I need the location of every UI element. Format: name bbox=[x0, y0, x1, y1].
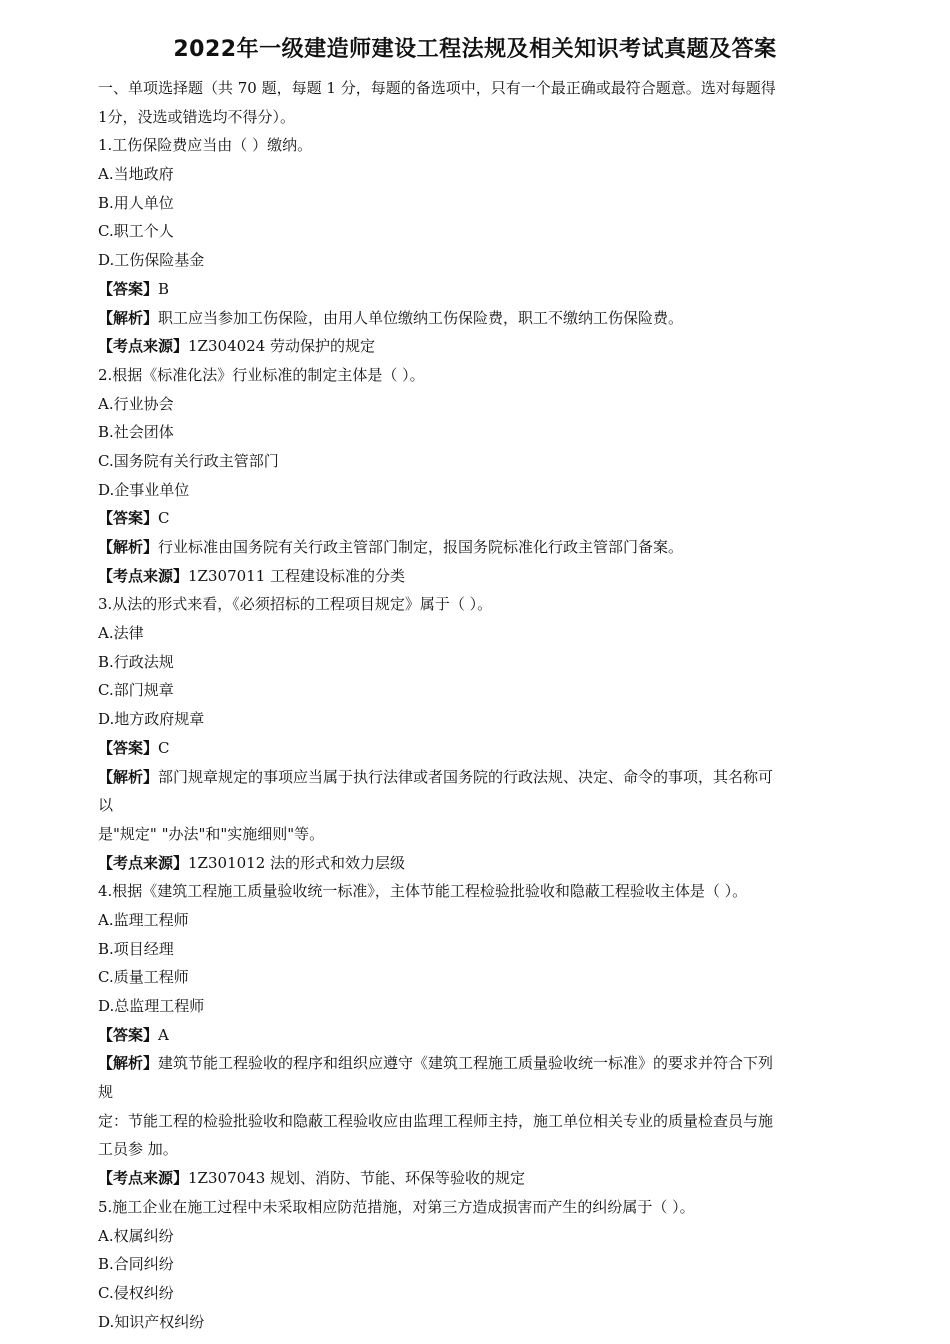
answer-label: 【答案】 bbox=[98, 1025, 159, 1044]
answer-option: D.企事业单位 bbox=[98, 480, 190, 499]
analysis-line bbox=[98, 304, 868, 333]
analysis-text: 职工应当参加工伤保险，由用人单位缴纳工伤保险费，职工不缴纳工伤保险费。 bbox=[158, 308, 684, 327]
section-intro-line: 一、单项选择题（共 70 题，每题 1 分，每题的备选项中，只有一个最正确或最符合题意。选对每题得 bbox=[98, 79, 776, 97]
question-block bbox=[98, 590, 868, 877]
answer-option: A.监理工程师 bbox=[98, 910, 189, 929]
analysis-continuation: 工员参 加。 bbox=[98, 1140, 178, 1159]
answer-option: B.用人单位 bbox=[98, 193, 174, 212]
source-line bbox=[98, 332, 868, 361]
answer-option: A.当地政府 bbox=[98, 165, 174, 184]
answer-line bbox=[98, 275, 868, 304]
answer-option: C.职工个人 bbox=[98, 222, 174, 241]
question-block bbox=[98, 877, 868, 1193]
analysis-continuation: 规 bbox=[98, 1083, 114, 1102]
answer-option: D.地方政府规章 bbox=[98, 710, 205, 729]
answer-value: A bbox=[158, 1025, 169, 1044]
source-line bbox=[98, 1164, 868, 1193]
analysis-continuation: 定：节能工程的检验批验收和隐蔽工程验收应由监理工程师主持，施工单位相关专业的质量检查员与施 bbox=[98, 1111, 774, 1130]
answer-option: B.行政法规 bbox=[98, 652, 174, 671]
source-label: 【考点来源】 bbox=[98, 566, 189, 585]
answer-option: A.权属纠纷 bbox=[98, 1226, 174, 1245]
analysis-line bbox=[98, 763, 868, 792]
answer-label: 【答案】 bbox=[98, 738, 159, 757]
question-block bbox=[98, 1193, 868, 1336]
document-title: 2022年一级建造师建设工程法规及相关知识考试真题及答案 bbox=[173, 37, 777, 62]
source-label: 【考点来源】 bbox=[98, 853, 189, 872]
answer-option: A.法律 bbox=[98, 624, 144, 643]
source-text: 1Z307043 规划、消防、节能、环保等验收的规定 bbox=[188, 1169, 526, 1188]
document-body bbox=[98, 74, 868, 1336]
answer-label: 【答案】 bbox=[98, 279, 159, 298]
question-block bbox=[98, 361, 868, 591]
answer-option: D.总监理工程师 bbox=[98, 997, 205, 1015]
analysis-text: 行业标准由国务院有关行政主管部门制定，报国务院标准化行政主管部门备案。 bbox=[158, 538, 684, 556]
answer-value: C bbox=[158, 509, 170, 528]
analysis-text: 部门规章规定的事项应当属于执行法律或者国务院的行政法规、决定、命令的事项，其名称可 bbox=[158, 767, 774, 786]
source-text: 1Z301012 法的形式和效力层级 bbox=[188, 853, 406, 872]
answer-line bbox=[98, 734, 868, 763]
answer-option: C.部门规章 bbox=[98, 681, 174, 700]
analysis-continuation: 以 bbox=[98, 796, 114, 815]
question-block bbox=[98, 131, 868, 361]
analysis-label: 【解析】 bbox=[98, 767, 159, 786]
analysis-label: 【解析】 bbox=[98, 1054, 159, 1073]
answer-option: A.行业协会 bbox=[98, 394, 174, 413]
answer-option: B.社会团体 bbox=[98, 423, 174, 442]
answer-option: D.工伤保险基金 bbox=[98, 251, 205, 270]
source-label: 【考点来源】 bbox=[98, 337, 189, 356]
question-stem: 3.从法的形式来看，《必须招标的工程项目规定》属于（ ）。 bbox=[98, 595, 493, 614]
source-line bbox=[98, 849, 868, 878]
answer-option: C.质量工程师 bbox=[98, 968, 189, 987]
source-text: 1Z304024 劳动保护的规定 bbox=[188, 337, 376, 356]
answer-option: B.项目经理 bbox=[98, 939, 174, 958]
answer-option: B.合同纠纷 bbox=[98, 1255, 174, 1274]
analysis-label: 【解析】 bbox=[98, 538, 159, 556]
source-text: 1Z307011 工程建设标准的分类 bbox=[188, 566, 406, 585]
source-line bbox=[98, 562, 868, 591]
section-intro-line: 1分，没选或错选均不得分）。 bbox=[98, 107, 296, 126]
question-stem: 4.根据《建筑工程施工质量验收统一标准》，主体节能工程检验批验收和隐蔽工程验收主体是（ ）。 bbox=[98, 882, 748, 901]
analysis-line bbox=[98, 533, 868, 562]
analysis-label: 【解析】 bbox=[98, 308, 159, 327]
answer-line bbox=[98, 1021, 868, 1050]
answer-option: C.国务院有关行政主管部门 bbox=[98, 451, 279, 470]
answer-option: C.侵权纠纷 bbox=[98, 1283, 174, 1302]
analysis-continuation: 是"规定" "办法"和"实施细则"等。 bbox=[98, 824, 325, 843]
answer-option: D.知识产权纠纷 bbox=[98, 1312, 205, 1331]
source-label: 【考点来源】 bbox=[98, 1169, 189, 1188]
answer-value: B bbox=[158, 279, 170, 298]
analysis-text: 建筑节能工程验收的程序和组织应遵守《建筑工程施工质量验收统一标准》的要求并符合下列 bbox=[158, 1054, 774, 1073]
analysis-line bbox=[98, 1049, 868, 1078]
answer-line bbox=[98, 504, 868, 533]
answer-value: C bbox=[158, 738, 170, 757]
question-stem: 5.施工企业在施工过程中未采取相应防范措施，对第三方造成损害而产生的纠纷属于（ ）。 bbox=[98, 1197, 695, 1216]
answer-label: 【答案】 bbox=[98, 509, 159, 528]
question-stem: 1.工伤保险费应当由（ ）缴纳。 bbox=[98, 136, 313, 155]
question-stem: 2.根据《标准化法》行业标准的制定主体是（ ）。 bbox=[98, 365, 425, 384]
